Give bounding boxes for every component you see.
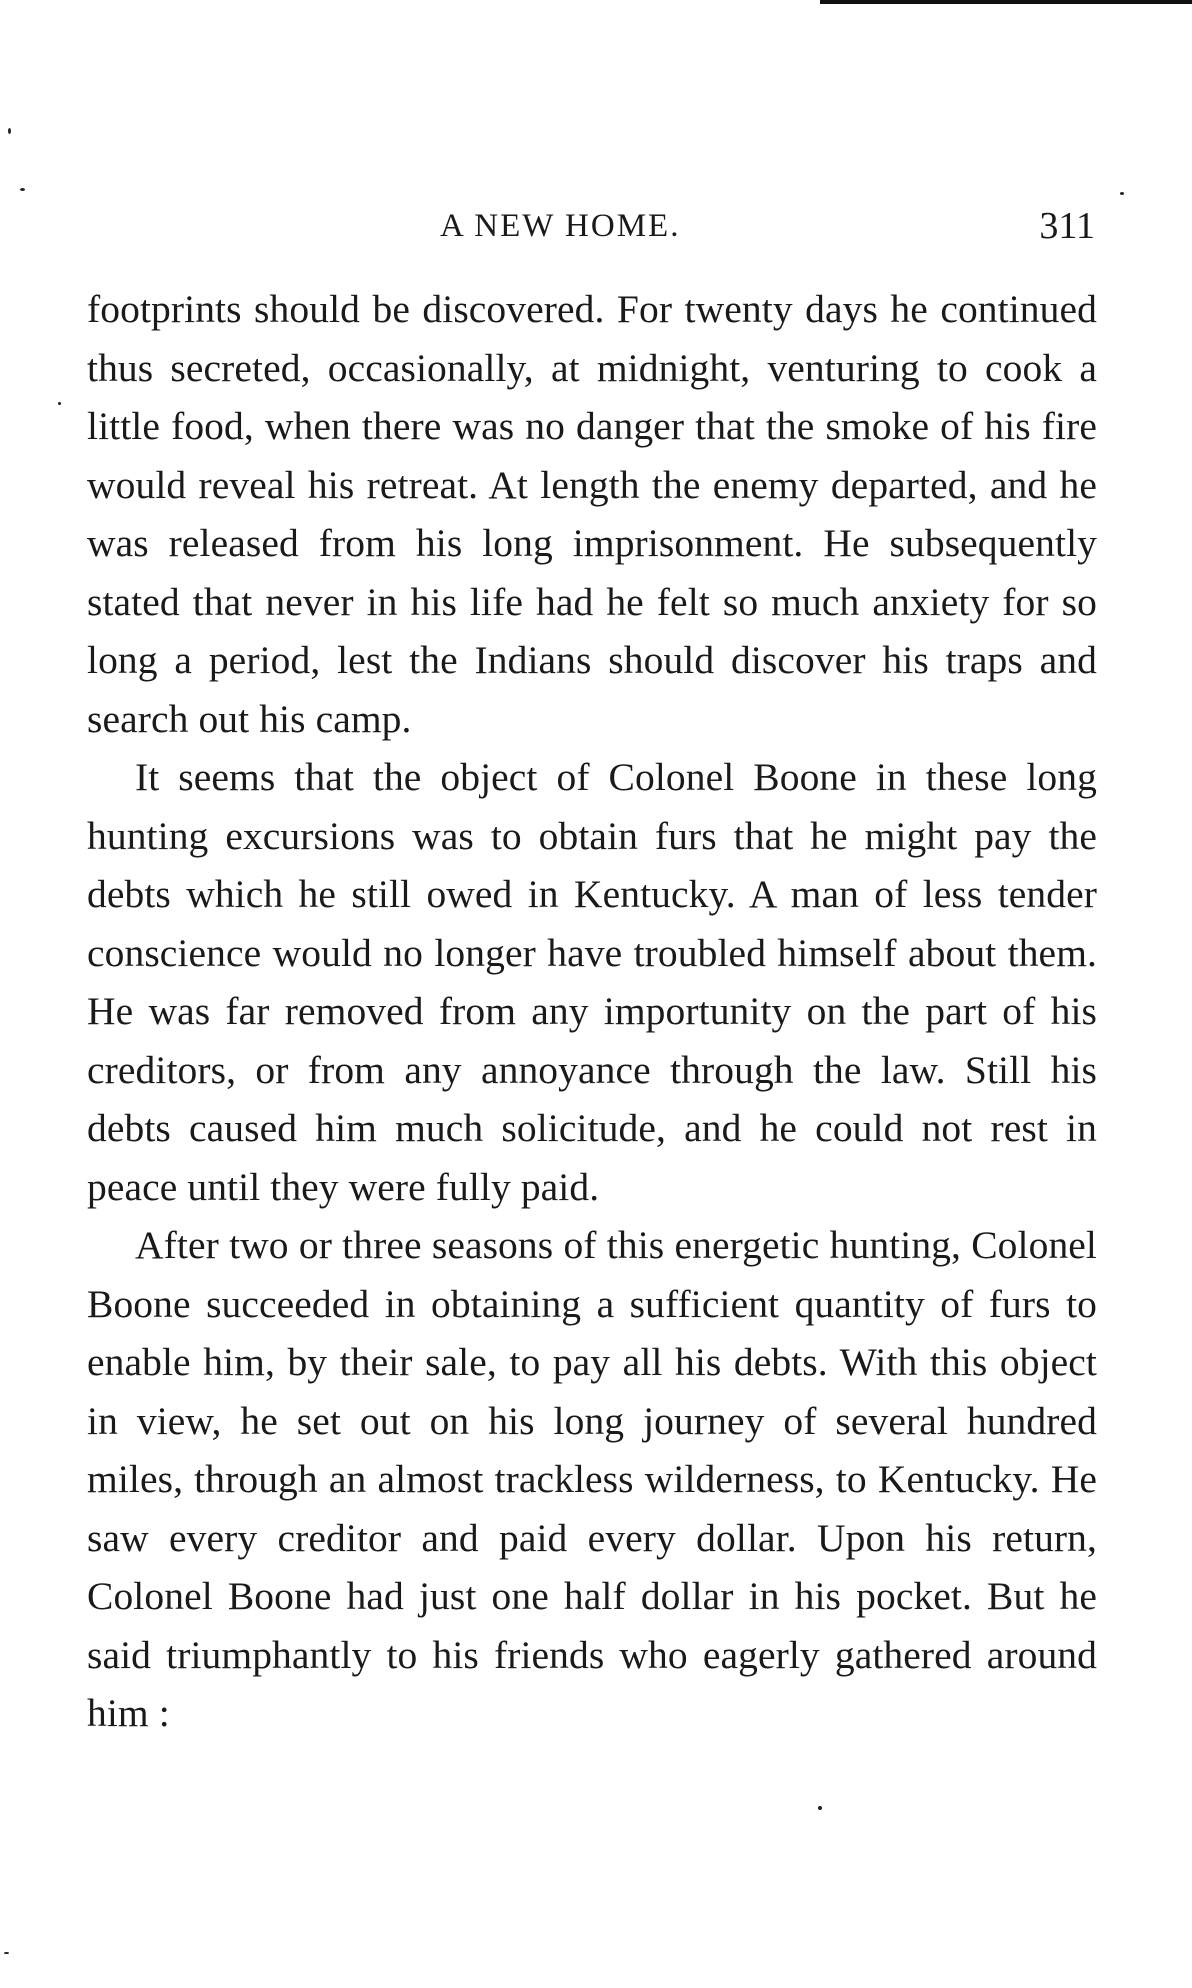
top-edge-rule xyxy=(820,0,1192,4)
scan-speck xyxy=(20,188,25,191)
scan-speck xyxy=(1120,192,1124,195)
paragraph-3: After two or three seasons of this energetic hunting, Colonel Boone succeeded in obtaining a sufficient quantity of furs to enable him, by their sale, to pay all his debts. With this object in view, he set out on his long journey of several hundred miles, through an almost trackless wilderness, to Kentucky. He saw every creditor and paid every dollar. Upon his return, Colonel Boone had just one half dollar in his pocket. But he said triumphantly to his friends who eagerly gathered around him : xyxy=(87,1223,1097,1735)
scan-speck xyxy=(4,1952,9,1954)
scan-speck xyxy=(8,128,11,134)
page-number: 311 xyxy=(1039,205,1095,247)
page-header xyxy=(85,205,1095,256)
running-title: A NEW HOME. xyxy=(440,208,681,244)
scan-speck xyxy=(58,402,61,405)
page-body xyxy=(87,280,1097,1743)
paragraph-2: It seems that the object of Colonel Boone in these long hunting excursions was to obtain furs that he might pay the debts which he still owed in Kentucky. A man of less tender conscience would no longer have troubled himself about them. He was far removed from any importunity on the part of his creditors, or from any annoyance through the law. Still his debts caused him much solicitude, and he could not rest in peace until they were fully paid. xyxy=(87,755,1097,1209)
scan-speck xyxy=(818,1806,822,1810)
paragraph-1: footprints should be discovered. For twenty days he continued thus secreted, occasionally, at midnight, venturing to cook a little food, when there was no danger that the smoke of his fire would reveal his retreat. At length the enemy departed, and he was released from his long imprisonment. He subsequently stated that never in his life had he felt so much anxiety for so long a period, lest the Indians should discover his traps and search out his camp. xyxy=(87,287,1097,741)
